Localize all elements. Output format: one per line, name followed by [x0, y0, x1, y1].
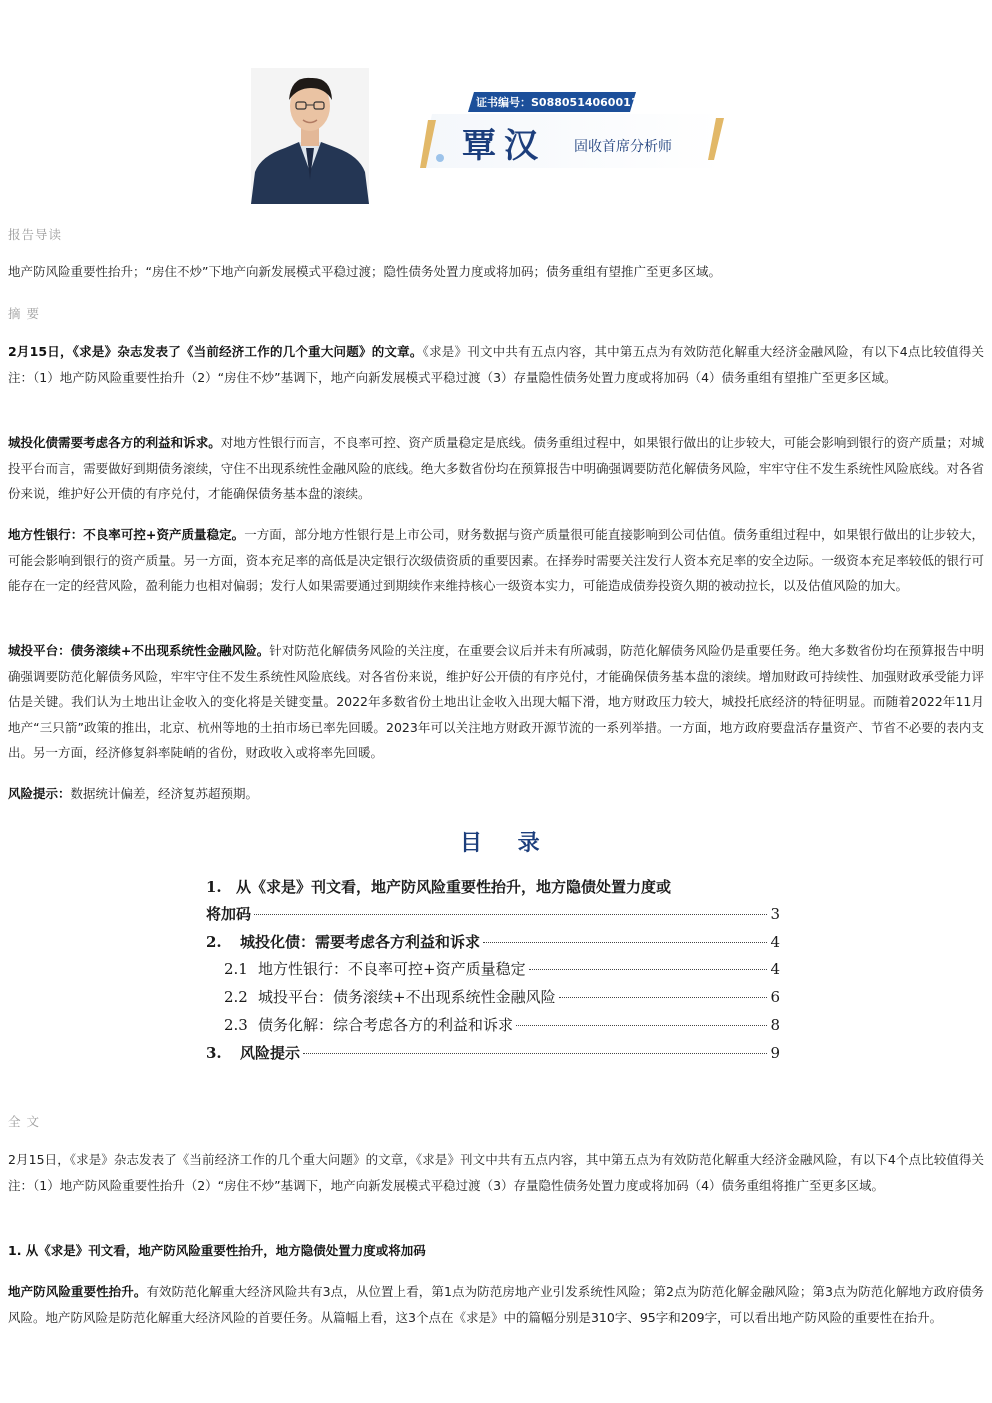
toc-page-number: 9: [770, 1044, 780, 1062]
toc-page-number: 6: [770, 988, 780, 1006]
toc-entry-continuation[interactable]: [206, 903, 780, 924]
toc-entry-number: 1.: [206, 878, 222, 896]
toc-entry-text: 债务化解：综合考虑各方的利益和诉求: [258, 1016, 514, 1034]
summary-body: 一方面，部分地方性银行是上市公司，财务数据与资产质量很可能直接影响到公司估值。债务重组过程中，如果银行做出的让步较大，可能会影响到银行的资产质量。另一方面，资本充足率的高低是决定银行次级债资质的重要因素。在择券时需要关注发行人资本充足率的安全边际。一级资本充足率较低的银行可能存在一定的经营风险，盈利能力也相对偏弱；发行人如果需要通过到期续作来维持核心一级资本实力，可能造成债券投资久期的被动拉长，以及估值风险的加大。: [8, 527, 984, 594]
risk-body: 数据统计偏差，经济复苏超预期。: [70, 786, 259, 801]
summary-paragraph: [8, 430, 984, 507]
section-heading: [8, 1238, 984, 1264]
toc-entry[interactable]: [224, 1014, 780, 1035]
certificate-number: 证书编号：S0880514060011: [476, 96, 639, 109]
analyst-title: 固收首席分析师: [574, 139, 672, 155]
toc-entry-number: 2.1: [224, 960, 248, 978]
summary-lead: 城投化债需要考虑各方的利益和诉求。: [8, 435, 221, 450]
toc-entry-number: 2.: [206, 933, 222, 951]
summary-lead: 2月15日，《求是》杂志发表了《当前经济工作的几个重大问题》的文章。: [8, 344, 423, 359]
toc-entry-text: 从《求是》刊文看，地产防风险重要性抬升，地方隐债处置力度或: [236, 878, 672, 896]
guide-label: 报告导读: [8, 227, 63, 242]
certificate-badge: [468, 92, 639, 112]
summary-body: 针对防范化解债务风险的关注度，在重要会议后并未有所减弱，防范化解债务风险仍是重要任务。绝大多数省份均在预算报告中明确强调要防范化解债务风险，牢牢守住不发生系统性风险底线。对各省份来说，维护好公开债的有序兑付，才能确保债务基本盘的滚续。增加财政可持续性、加强财政承受能力评估是关键。我们认为土地出让金收入的变化将是关键变量。2022年多数省份土地出让金收入出现大幅下滑，地方财政压力较大，城投托底经济的特征明显。而随着2022年11月地产“三只箭”政策的推出，北京、杭州等地的土拍市场已率先回暖。2023年可以关注地方财政开源节流的一系列举措。一方面，地方政府要盘活存量资产、节省不必要的表内支出。另一方面，经济修复斜率陡峭的省份，财政收入或将率先回暖。: [8, 643, 984, 761]
toc-title: 目 录: [460, 830, 554, 856]
analyst-name: 覃汉: [462, 126, 546, 166]
toc-page-number: 3: [770, 905, 780, 923]
fulltext-paragraph: [8, 1279, 984, 1330]
toc-page-number: 8: [770, 1016, 780, 1034]
toc-entry[interactable]: [206, 1042, 780, 1063]
fulltext-intro: 2月15日，《求是》杂志发表了《当前经济工作的几个重大问题》的文章，《求是》刊文中共有五点内容，其中第五点为有效防范化解重大经济金融风险，有以下4个点比较值得关注：（1）地产防风险重要性抬升（2）“房住不炒”基调下，地产向新发展模式平稳过渡（3）存量隐性债务处置力度或将加码（4）债务重组将推广至更多区域。: [8, 1152, 984, 1193]
toc-entry-text: 风险提示: [240, 1044, 301, 1062]
paragraph-body: 有效防范化解重大经济风险共有3点，从位置上看，第1点为防范房地产业引发系统性风险；第2点为防范化解金融风险；第3点为防范化解地方政府债务风险。地产防风险是防范化解重大经济风险的首要任务。从篇幅上看，这3个点在《求是》中的篇幅分别是310字、95字和209字，可以看出地产防风险的重要性在抬升。: [8, 1284, 984, 1325]
toc-leader-dots: [529, 969, 768, 970]
section-heading-text: 1. 从《求是》刊文看，地产防风险重要性抬升，地方隐债处置力度或将加码: [8, 1243, 426, 1258]
toc-entry[interactable]: [206, 931, 780, 952]
summary-lead: 城投平台：债务滚续+不出现系统性金融风险。: [8, 643, 270, 658]
risk-paragraph: [8, 781, 984, 807]
risk-lead: 风险提示：: [8, 786, 71, 801]
toc-leader-dots: [254, 914, 767, 915]
toc-entry-text: 地方性银行：不良率可控+资产质量稳定: [258, 960, 526, 978]
guide-text: 地产防风险重要性抬升；“房住不炒”下地产向新发展模式平稳过渡；隐性债务处置力度或将加码；债务重组有望推广至更多区域。: [8, 264, 721, 279]
toc-page-number: 4: [770, 960, 780, 978]
toc-entry-number: 2.2: [224, 988, 248, 1006]
toc-page-number: 4: [770, 933, 780, 951]
toc-leader-dots: [483, 942, 767, 943]
paragraph-lead: 地产防风险重要性抬升。: [8, 1284, 147, 1299]
toc-leader-dots: [516, 1025, 767, 1026]
summary-label: 摘 要: [8, 306, 40, 321]
summary-body: 《求是》刊文中共有五点内容，其中第五点为有效防范化解重大经济金融风险，有以下4点比较值得关注：（1）地产防风险重要性抬升（2）“房住不炒”基调下，地产向新发展模式平稳过渡（3）存量隐性债务处置力度或将加码（4）债务重组有望推广至更多区域。: [8, 344, 984, 385]
toc-leader-dots: [303, 1053, 767, 1054]
summary-paragraph: [8, 339, 984, 390]
toc-entry[interactable]: [224, 986, 780, 1007]
toc-entry-number: 2.3: [224, 1016, 248, 1034]
summary-lead: 地方性银行：不良率可控+资产质量稳定。: [8, 527, 245, 542]
toc-leader-dots: [559, 997, 768, 998]
toc-entry-text: 将加码: [206, 905, 252, 923]
toc-entry[interactable]: [224, 958, 780, 979]
toc-entry-text: 城投化债：需要考虑各方利益和诉求: [240, 933, 481, 951]
fulltext-label: 全 文: [8, 1114, 40, 1129]
toc-entry[interactable]: [206, 876, 780, 897]
summary-paragraph: [8, 522, 984, 599]
toc-entry-text: 城投平台：债务滚续+不出现系统性金融风险: [258, 988, 556, 1006]
summary-paragraph: [8, 638, 984, 766]
summary-body: 对地方性银行而言，不良率可控、资产质量稳定是底线。债务重组过程中，如果银行做出的让步较大，可能会影响到银行的资产质量；对城投平台而言，需要做好到期债务滚续，守住不出现系统性金融风险的底线。绝大多数省份均在预算报告中明确强调要防范化解债务风险，牢牢守住不发生系统性风险底线。对各省份来说，维护好公开债的有序兑付，才能确保债务基本盘的滚续。: [8, 435, 984, 502]
analyst-photo: [251, 68, 369, 204]
toc-entry-number: 3.: [206, 1044, 222, 1062]
